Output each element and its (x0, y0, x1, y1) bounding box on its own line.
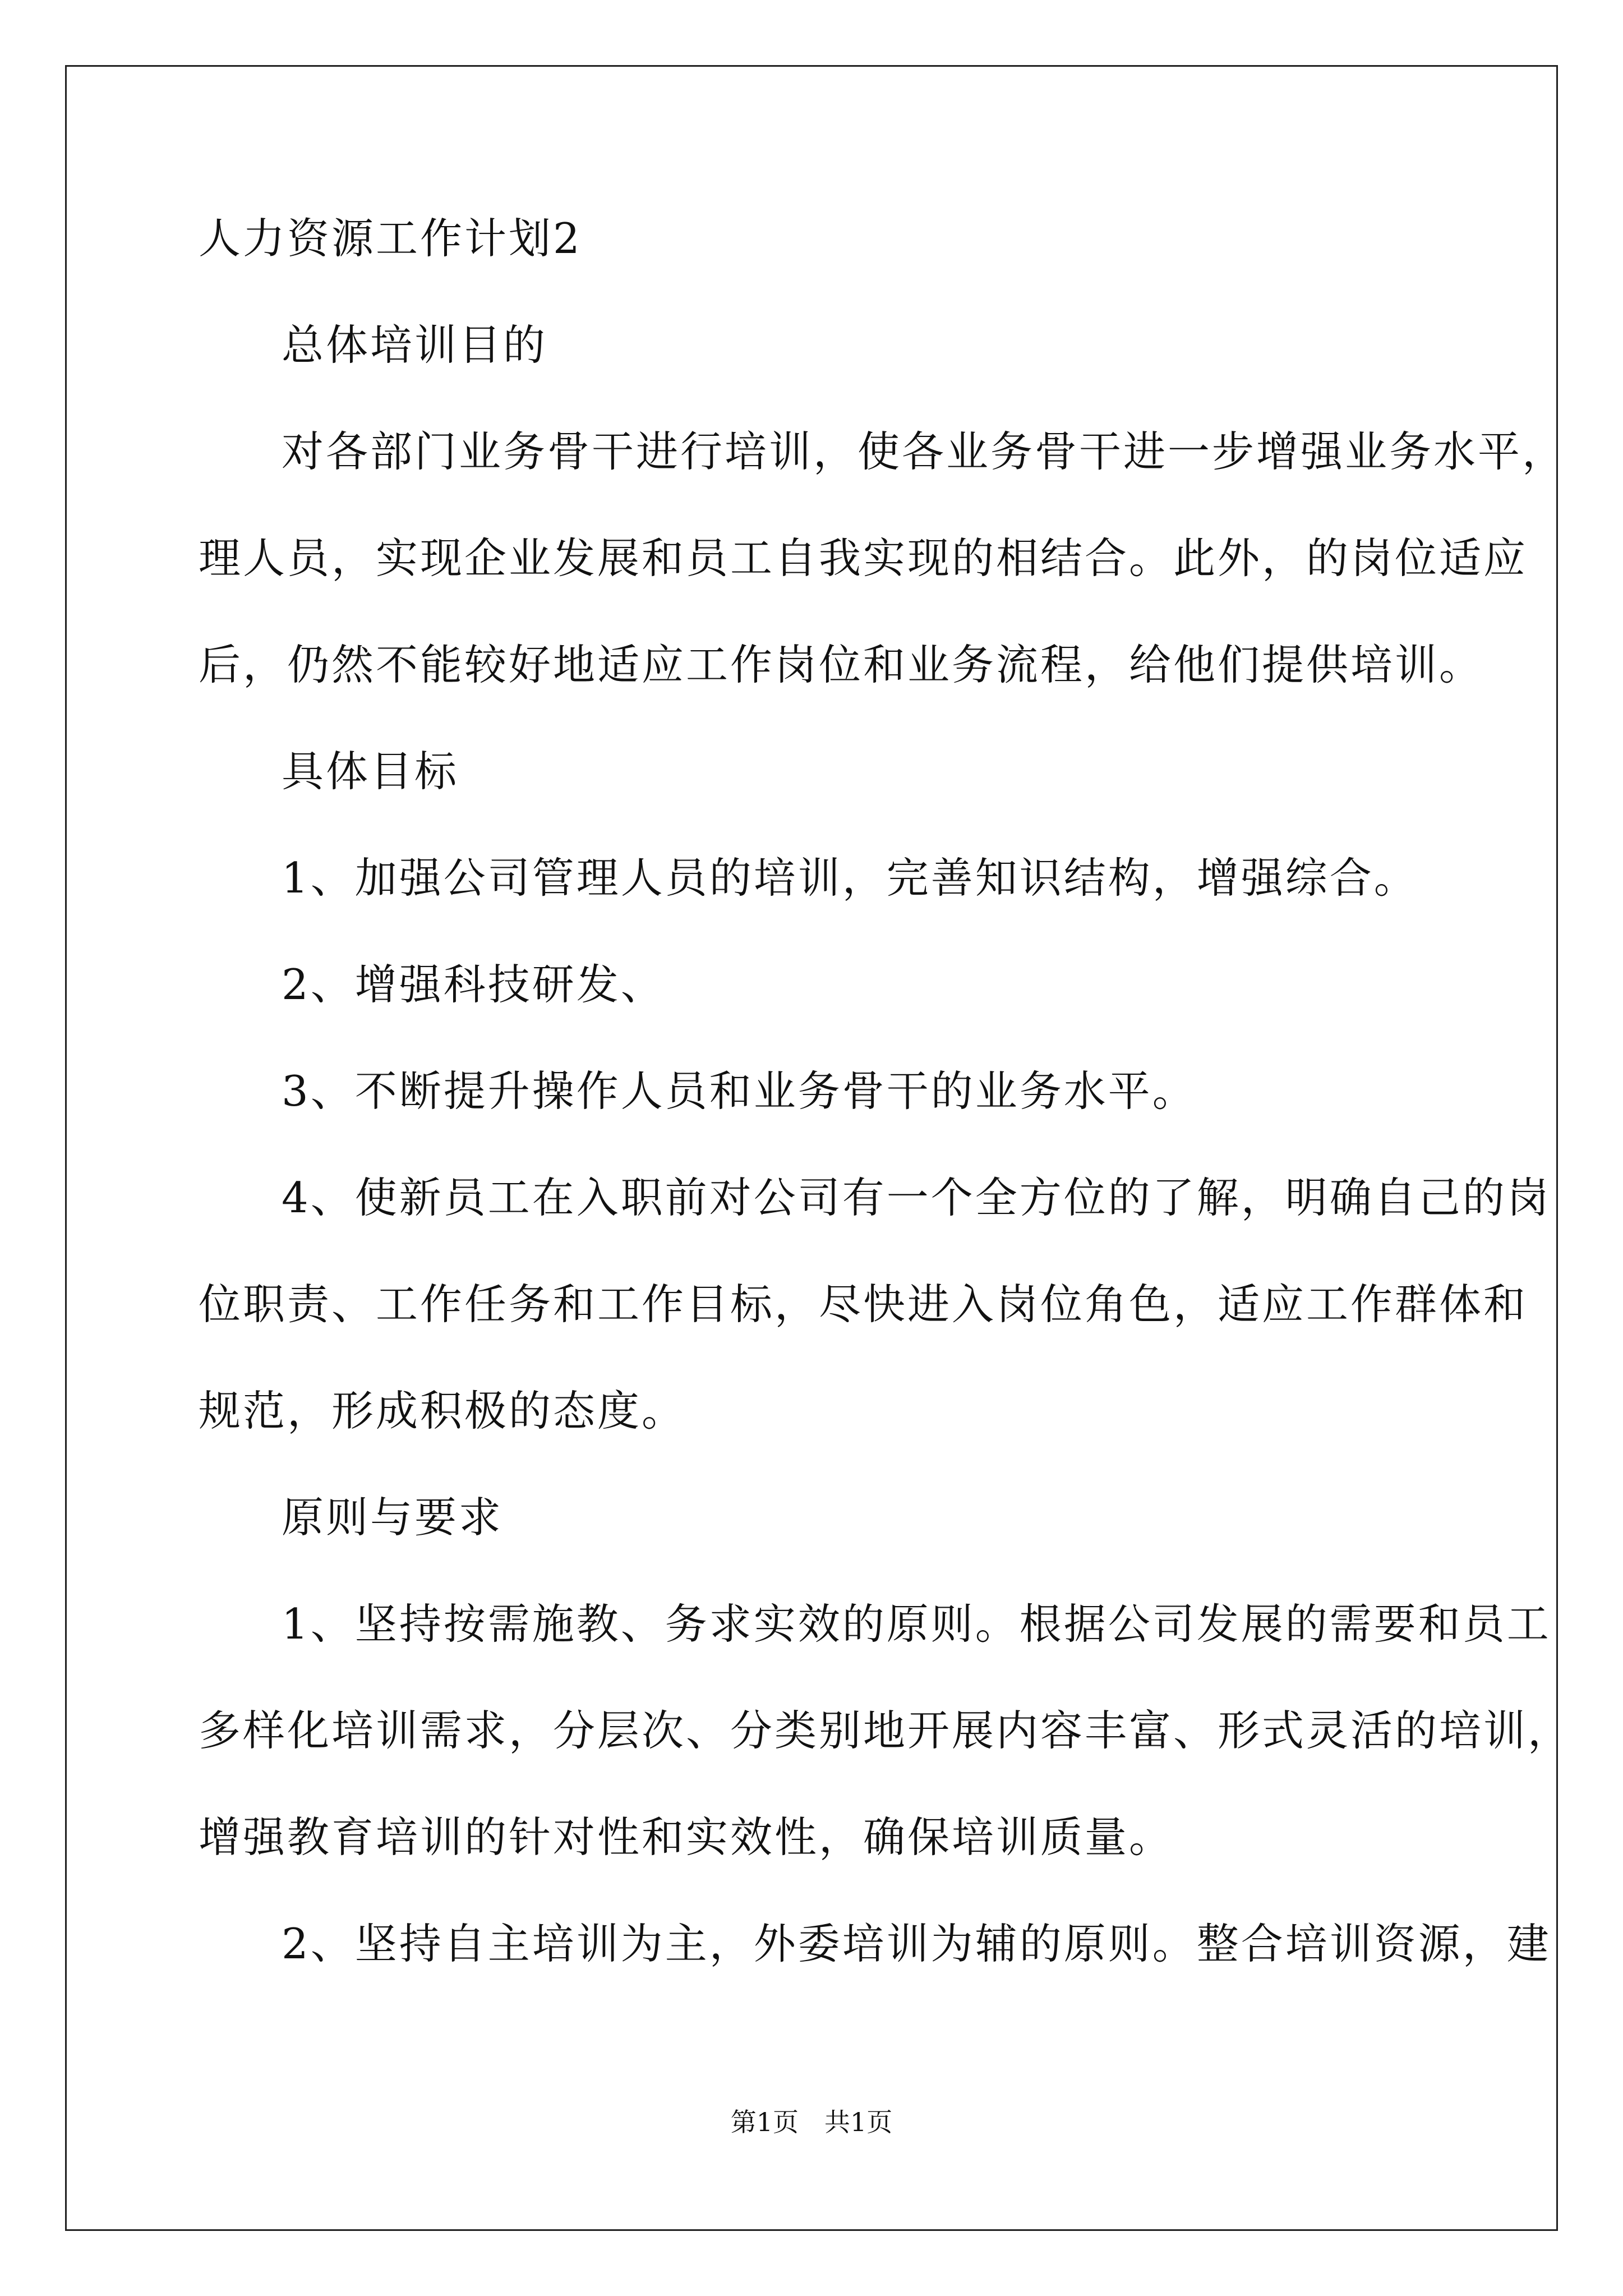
paragraph-line: 增强教育培训的针对性和实效性，确保培训质量。 (199, 1812, 1174, 1862)
list-item: 1、坚持按需施教、务求实效的原则。根据公司发展的需要和员工 (282, 1599, 1551, 1649)
paragraph-line: 对各部门业务骨干进行培训，使各业务骨干进一步增强业务水平， (282, 427, 1567, 476)
list-item: 2、坚持自主培训为主，外委培训为辅的原则。整合培训资源，建 (282, 1919, 1551, 1968)
page-number: 第1页 (730, 2107, 799, 2137)
paragraph-line: 规范，形成积极的态度。 (199, 1386, 686, 1435)
list-item: 1、加强公司管理人员的培训，完善知识结构，增强综合。 (282, 853, 1418, 903)
section-heading: 总体培训目的 (282, 320, 548, 370)
paragraph-line: 多样化培训需求，分层次、分类别地开展内容丰富、形式灵活的培训， (199, 1706, 1573, 1755)
section-heading: 原则与要求 (282, 1493, 504, 1542)
list-item: 2、增强科技研发、 (282, 960, 665, 1009)
section-heading: 具体目标 (282, 747, 459, 796)
list-item: 3、不断提升操作人员和业务骨干的业务水平。 (282, 1066, 1197, 1116)
paragraph-line: 理人员，实现企业发展和员工自我实现的相结合。此外，的岗位适应 (199, 533, 1528, 583)
page-footer (0, 2106, 1623, 2138)
page-border (65, 65, 1558, 2231)
list-item: 4、使新员工在入职前对公司有一个全方位的了解，明确自己的岗 (282, 1173, 1551, 1222)
paragraph-line: 后，仍然不能较好地适应工作岗位和业务流程，给他们提供培训。 (199, 640, 1484, 689)
document-title: 人力资源工作计划2 (199, 214, 582, 263)
page-total: 共1页 (824, 2107, 893, 2137)
paragraph-line: 位职责、工作任务和工作目标，尽快进入岗位角色，适应工作群体和 (199, 1280, 1528, 1329)
